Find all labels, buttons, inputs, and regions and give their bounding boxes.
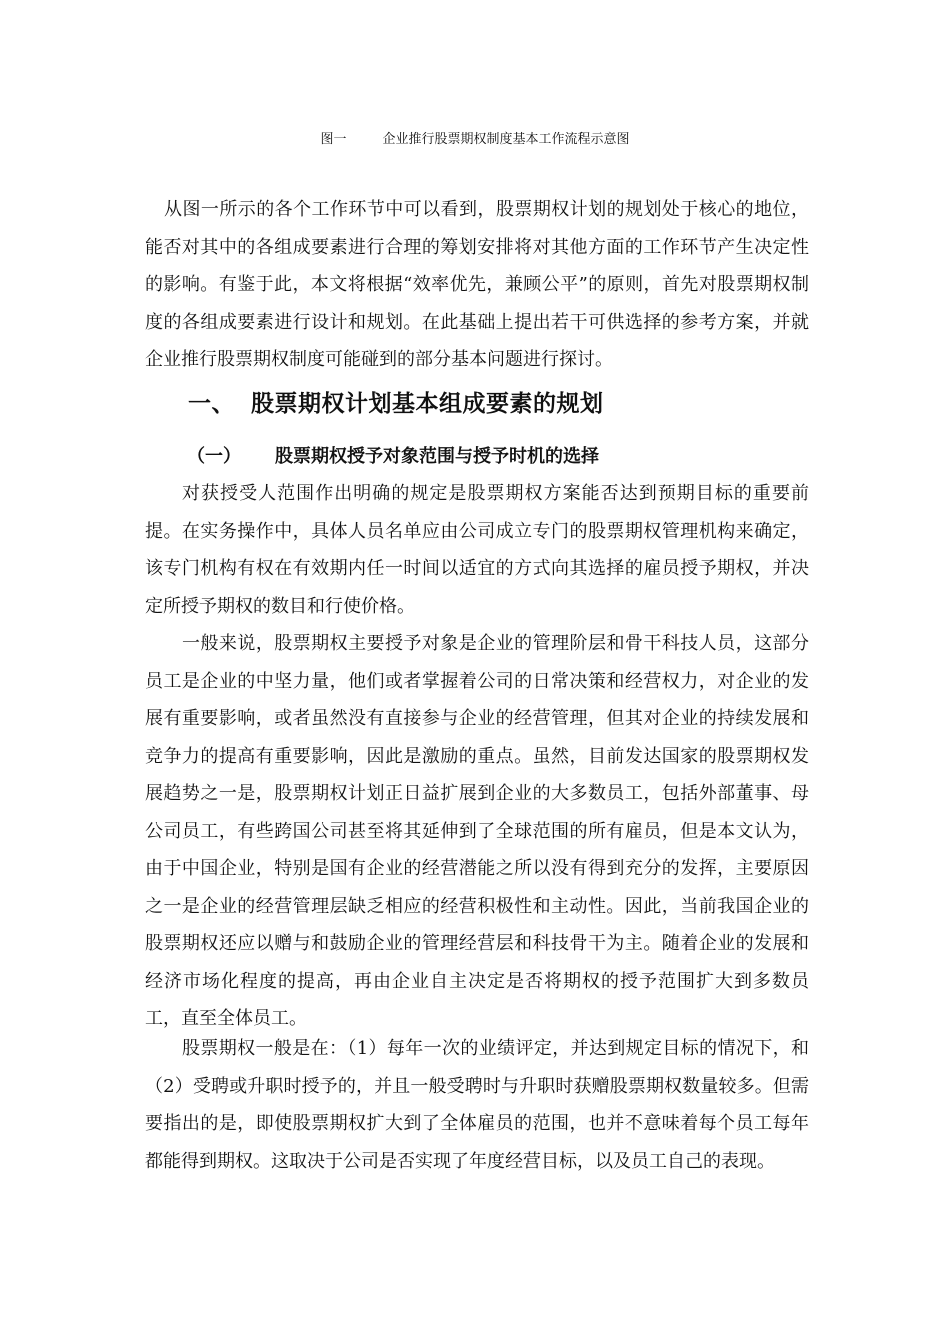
- paragraph-grant-targets: 一般来说，股票期权主要授予对象是企业的管理阶层和骨干科技人员，这部分员工是企业的中坚力量，他们或者掌握着公司的日常决策和经营权力，对企业的发展有重要影响，或者虽然没有直接参与企业的经营管理，但其对企业的持续发展和竞争力的提高有重要影响，因此是激励的重点。虽然，目前发达国家的股票期权发展趋势之一是，股票期权计划正日益扩展到企业的大多数员工，包括外部董事、母公司员工，有些跨国公司甚至将其延伸到了全球范围的所有雇员，但是本文认为，由于中国企业，特别是国有企业的经营潜能之所以没有得到充分的发挥，主要原因之一是企业的经营管理层缺乏相应的经营积极性和主动性。因此，当前我国企业的股票期权还应以赠与和鼓励企业的管理经营层和科技骨干为主。随着企业的发展和经济市场化程度的提高，再由企业自主决定是否将期权的授予范围扩大到多数员工，直至全体员工。: [145, 633, 809, 1029]
- subsection-title: 股票期权授予对象范围与授予时机的选择: [275, 446, 599, 467]
- section-heading: [188, 385, 604, 418]
- figure-caption-label: 图一: [320, 132, 347, 147]
- paragraph-grant-timing: 股票期权一般是在：（1）每年一次的业绩评定，并达到规定目标的情况下，和（2）受聘或升职时授予的，并且一般受聘时与升职时获赠股票期权数量较多。但需要指出的是，即使股票期权扩大到了全体雇员的范围，也并不意味着每个员工每年都能得到期权。这取决于公司是否实现了年度经营目标，以及员工自己的表现。: [145, 1038, 809, 1172]
- subsection-heading: [187, 442, 599, 468]
- paragraph-recipient-scope: 对获授受人范围作出明确的规定是股票期权方案能否达到预期目标的重要前提。在实务操作中，具体人员名单应由公司成立专门的股票期权管理机构来确定，该专门机构有权在有效期内任一时间以适宜的方式向其选择的雇员授予期权，并决定所授予期权的数目和行使价格。: [145, 483, 809, 617]
- figure-caption-text: 企业推行股票期权制度基本工作流程示意图: [382, 132, 630, 147]
- subsection-number: （一）: [187, 446, 241, 467]
- figure-caption: [0, 128, 950, 147]
- section-number: 一、: [188, 390, 235, 417]
- section-title: 股票期权计划基本组成要素的规划: [251, 390, 604, 417]
- intro-paragraph: 从图一所示的各个工作环节中可以看到，股票期权计划的规划处于核心的地位，能否对其中的各组成要素进行合理的筹划安排将对其他方面的工作环节产生决定性的影响。有鉴于此，本文将根据“效率优先，兼顾公平”的原则，首先对股票期权制度的各组成要素进行设计和规划。在此基础上提出若干可供选择的参考方案，并就企业推行股票期权制度可能碰到的部分基本问题进行探讨。: [145, 199, 809, 370]
